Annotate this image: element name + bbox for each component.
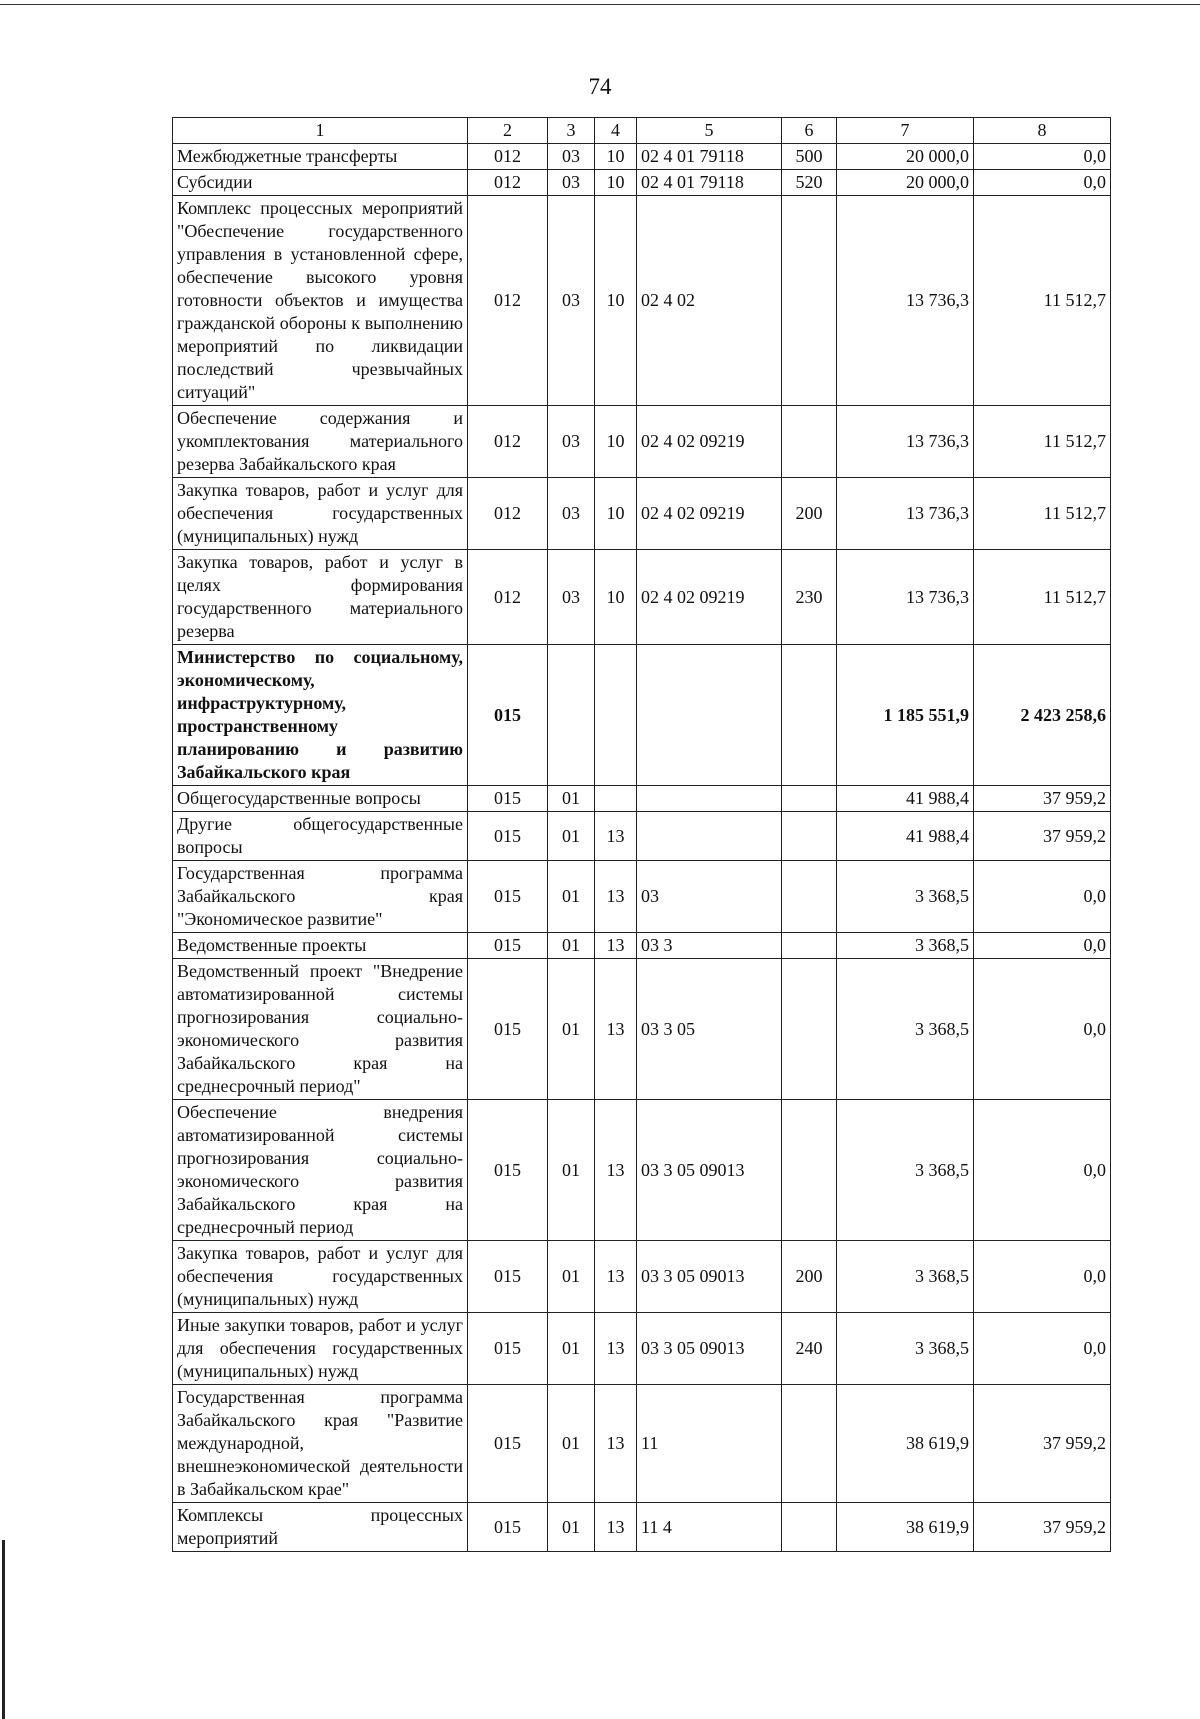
amount-col8-cell: 0,0 (974, 933, 1111, 959)
expense-type-cell: 240 (782, 1313, 837, 1385)
amount-col7-cell: 3 368,5 (837, 1241, 974, 1313)
amount-col7-cell: 3 368,5 (837, 861, 974, 933)
target-article-cell: 02 4 02 (637, 196, 782, 406)
target-article-cell: 02 4 01 79118 (637, 170, 782, 196)
item-name-cell: Ведомственные проекты (173, 933, 468, 959)
amount-col7-cell: 3 368,5 (837, 1313, 974, 1385)
ministry-code-cell: 012 (468, 196, 548, 406)
item-name-cell: Государственная программа Забайкальского края "Развитие международной, внешнеэкономической деятельности в Забайкальском крае" (173, 1385, 468, 1503)
subsection-code-cell: 10 (595, 196, 637, 406)
amount-col8-cell: 0,0 (974, 861, 1111, 933)
expense-type-cell: 520 (782, 170, 837, 196)
item-name-cell: Комплексы процессных мероприятий (173, 1503, 468, 1552)
amount-col8-cell: 11 512,7 (974, 550, 1111, 645)
expense-type-cell (782, 786, 837, 812)
ministry-code-cell: 015 (468, 645, 548, 786)
ministry-code-cell: 015 (468, 1503, 548, 1552)
amount-col7-cell: 13 736,3 (837, 550, 974, 645)
section-code-cell: 03 (548, 406, 595, 478)
table-row (173, 645, 1111, 786)
section-code-cell: 03 (548, 170, 595, 196)
target-article-cell: 03 3 (637, 933, 782, 959)
expense-type-cell (782, 861, 837, 933)
left-margin-mark (2, 1540, 5, 1719)
subsection-code-cell (595, 786, 637, 812)
expense-type-cell (782, 933, 837, 959)
subsection-code-cell: 13 (595, 1385, 637, 1503)
target-article-cell (637, 786, 782, 812)
table-row (173, 1100, 1111, 1241)
item-name-cell: Иные закупки товаров, работ и услуг для обеспечения государственных (муниципальных) нужд (173, 1313, 468, 1385)
subsection-code-cell: 13 (595, 1313, 637, 1385)
subsection-code-cell: 13 (595, 1241, 637, 1313)
amount-col7-cell: 3 368,5 (837, 1100, 974, 1241)
ministry-code-cell: 015 (468, 1100, 548, 1241)
target-article-cell: 02 4 02 09219 (637, 550, 782, 645)
table-row (173, 144, 1111, 170)
target-article-cell: 02 4 02 09219 (637, 478, 782, 550)
target-article-cell (637, 812, 782, 861)
amount-col8-cell: 0,0 (974, 1313, 1111, 1385)
item-name-cell: Государственная программа Забайкальского края "Экономическое развитие" (173, 861, 468, 933)
expense-type-cell: 500 (782, 144, 837, 170)
ministry-code-cell: 015 (468, 1241, 548, 1313)
expense-type-cell (782, 406, 837, 478)
item-name-cell: Общегосударственные вопросы (173, 786, 468, 812)
target-article-cell: 02 4 02 09219 (637, 406, 782, 478)
header-cell: 7 (837, 118, 974, 144)
target-article-cell: 03 (637, 861, 782, 933)
ministry-code-cell: 015 (468, 812, 548, 861)
target-article-cell: 11 4 (637, 1503, 782, 1552)
table-row (173, 196, 1111, 406)
subsection-code-cell: 10 (595, 170, 637, 196)
ministry-code-cell: 012 (468, 170, 548, 196)
section-code-cell: 01 (548, 1241, 595, 1313)
subsection-code-cell: 13 (595, 959, 637, 1100)
section-code-cell: 01 (548, 786, 595, 812)
target-article-cell: 11 (637, 1385, 782, 1503)
subsection-code-cell: 13 (595, 812, 637, 861)
ministry-code-cell: 015 (468, 1313, 548, 1385)
table-row (173, 550, 1111, 645)
table-row (173, 478, 1111, 550)
amount-col7-cell: 13 736,3 (837, 196, 974, 406)
subsection-code-cell (595, 645, 637, 786)
header-cell: 1 (173, 118, 468, 144)
expense-type-cell (782, 1100, 837, 1241)
amount-col8-cell: 0,0 (974, 959, 1111, 1100)
subsection-code-cell: 13 (595, 861, 637, 933)
section-code-cell: 01 (548, 959, 595, 1100)
ministry-code-cell: 015 (468, 933, 548, 959)
amount-col8-cell: 2 423 258,6 (974, 645, 1111, 786)
table-row (173, 786, 1111, 812)
ministry-code-cell: 015 (468, 959, 548, 1100)
item-name-cell: Закупка товаров, работ и услуг в целях формирования государственного материального резерва (173, 550, 468, 645)
amount-col8-cell: 11 512,7 (974, 196, 1111, 406)
section-code-cell: 01 (548, 861, 595, 933)
header-cell: 2 (468, 118, 548, 144)
target-article-cell: 03 3 05 09013 (637, 1313, 782, 1385)
subsection-code-cell: 13 (595, 933, 637, 959)
header-cell: 4 (595, 118, 637, 144)
item-name-cell: Закупка товаров, работ и услуг для обеспечения государственных (муниципальных) нужд (173, 478, 468, 550)
ministry-code-cell: 012 (468, 406, 548, 478)
item-name-cell: Комплекс процессных мероприятий "Обеспечение государственного управления в установленной сфере, обеспечение высокого уровня готовности объектов и имущества гражданской обороны к выполнению мероприятий по ликвидации последствий чрезвычайных ситуаций" (173, 196, 468, 406)
amount-col7-cell: 38 619,9 (837, 1503, 974, 1552)
item-name-cell: Субсидии (173, 170, 468, 196)
subsection-code-cell: 13 (595, 1100, 637, 1241)
expense-type-cell: 200 (782, 478, 837, 550)
table-row (173, 406, 1111, 478)
section-code-cell: 03 (548, 196, 595, 406)
target-article-cell: 03 3 05 09013 (637, 1241, 782, 1313)
table-row (173, 1313, 1111, 1385)
ministry-code-cell: 012 (468, 478, 548, 550)
target-article-cell (637, 645, 782, 786)
expense-type-cell: 230 (782, 550, 837, 645)
ministry-code-cell: 015 (468, 1385, 548, 1503)
amount-col7-cell: 20 000,0 (837, 144, 974, 170)
section-code-cell: 01 (548, 1100, 595, 1241)
expense-type-cell (782, 959, 837, 1100)
budget-table (172, 117, 1111, 1552)
top-border-rule (0, 4, 1200, 5)
item-name-cell: Закупка товаров, работ и услуг для обеспечения государственных (муниципальных) нужд (173, 1241, 468, 1313)
amount-col7-cell: 13 736,3 (837, 478, 974, 550)
section-code-cell: 01 (548, 1503, 595, 1552)
table-row (173, 933, 1111, 959)
section-code-cell: 01 (548, 1313, 595, 1385)
amount-col8-cell: 37 959,2 (974, 1385, 1111, 1503)
expense-type-cell (782, 1385, 837, 1503)
table-row (173, 1241, 1111, 1313)
amount-col7-cell: 3 368,5 (837, 959, 974, 1100)
section-code-cell: 03 (548, 478, 595, 550)
header-cell: 5 (637, 118, 782, 144)
amount-col8-cell: 0,0 (974, 144, 1111, 170)
table-row (173, 861, 1111, 933)
header-cell: 6 (782, 118, 837, 144)
amount-col8-cell: 11 512,7 (974, 406, 1111, 478)
subsection-code-cell: 10 (595, 550, 637, 645)
item-name-cell: Межбюджетные трансферты (173, 144, 468, 170)
ministry-code-cell: 012 (468, 550, 548, 645)
expense-type-cell (782, 1503, 837, 1552)
header-cell: 8 (974, 118, 1111, 144)
item-name-cell: Обеспечение содержания и укомплектования материального резерва Забайкальского края (173, 406, 468, 478)
amount-col7-cell: 13 736,3 (837, 406, 974, 478)
section-code-cell: 01 (548, 1385, 595, 1503)
amount-col7-cell: 41 988,4 (837, 812, 974, 861)
ministry-code-cell: 015 (468, 786, 548, 812)
amount-col8-cell: 37 959,2 (974, 786, 1111, 812)
amount-col7-cell: 41 988,4 (837, 786, 974, 812)
table-row (173, 812, 1111, 861)
amount-col8-cell: 37 959,2 (974, 1503, 1111, 1552)
target-article-cell: 03 3 05 09013 (637, 1100, 782, 1241)
item-name-cell: Министерство по социальному, экономическому, инфраструктурному, пространственному планированию и развитию Забайкальского края (173, 645, 468, 786)
budget-table-body (173, 118, 1111, 1552)
item-name-cell: Обеспечение внедрения автоматизированной системы прогнозирования социально-экономического развития Забайкальского края на среднесрочный период (173, 1100, 468, 1241)
amount-col7-cell: 1 185 551,9 (837, 645, 974, 786)
table-row (173, 170, 1111, 196)
section-code-cell: 01 (548, 933, 595, 959)
amount-col8-cell: 11 512,7 (974, 478, 1111, 550)
amount-col8-cell: 0,0 (974, 1100, 1111, 1241)
table-row (173, 1503, 1111, 1552)
amount-col7-cell: 38 619,9 (837, 1385, 974, 1503)
section-code-cell: 03 (548, 550, 595, 645)
amount-col7-cell: 3 368,5 (837, 933, 974, 959)
item-name-cell: Ведомственный проект "Внедрение автоматизированной системы прогнозирования социально-экономического развития Забайкальского края на среднесрочный период" (173, 959, 468, 1100)
ministry-code-cell: 015 (468, 861, 548, 933)
amount-col8-cell: 37 959,2 (974, 812, 1111, 861)
target-article-cell: 03 3 05 (637, 959, 782, 1100)
amount-col8-cell: 0,0 (974, 170, 1111, 196)
table-row (173, 1385, 1111, 1503)
table-header-row (173, 118, 1111, 144)
ministry-code-cell: 012 (468, 144, 548, 170)
subsection-code-cell: 10 (595, 478, 637, 550)
item-name-cell: Другие общегосударственные вопросы (173, 812, 468, 861)
page-number: 74 (588, 74, 612, 99)
expense-type-cell (782, 196, 837, 406)
expense-type-cell: 200 (782, 1241, 837, 1313)
amount-col7-cell: 20 000,0 (837, 170, 974, 196)
subsection-code-cell: 10 (595, 406, 637, 478)
header-cell: 3 (548, 118, 595, 144)
section-code-cell (548, 645, 595, 786)
table-row (173, 959, 1111, 1100)
section-code-cell: 03 (548, 144, 595, 170)
target-article-cell: 02 4 01 79118 (637, 144, 782, 170)
subsection-code-cell: 10 (595, 144, 637, 170)
expense-type-cell (782, 645, 837, 786)
amount-col8-cell: 0,0 (974, 1241, 1111, 1313)
subsection-code-cell: 13 (595, 1503, 637, 1552)
expense-type-cell (782, 812, 837, 861)
section-code-cell: 01 (548, 812, 595, 861)
